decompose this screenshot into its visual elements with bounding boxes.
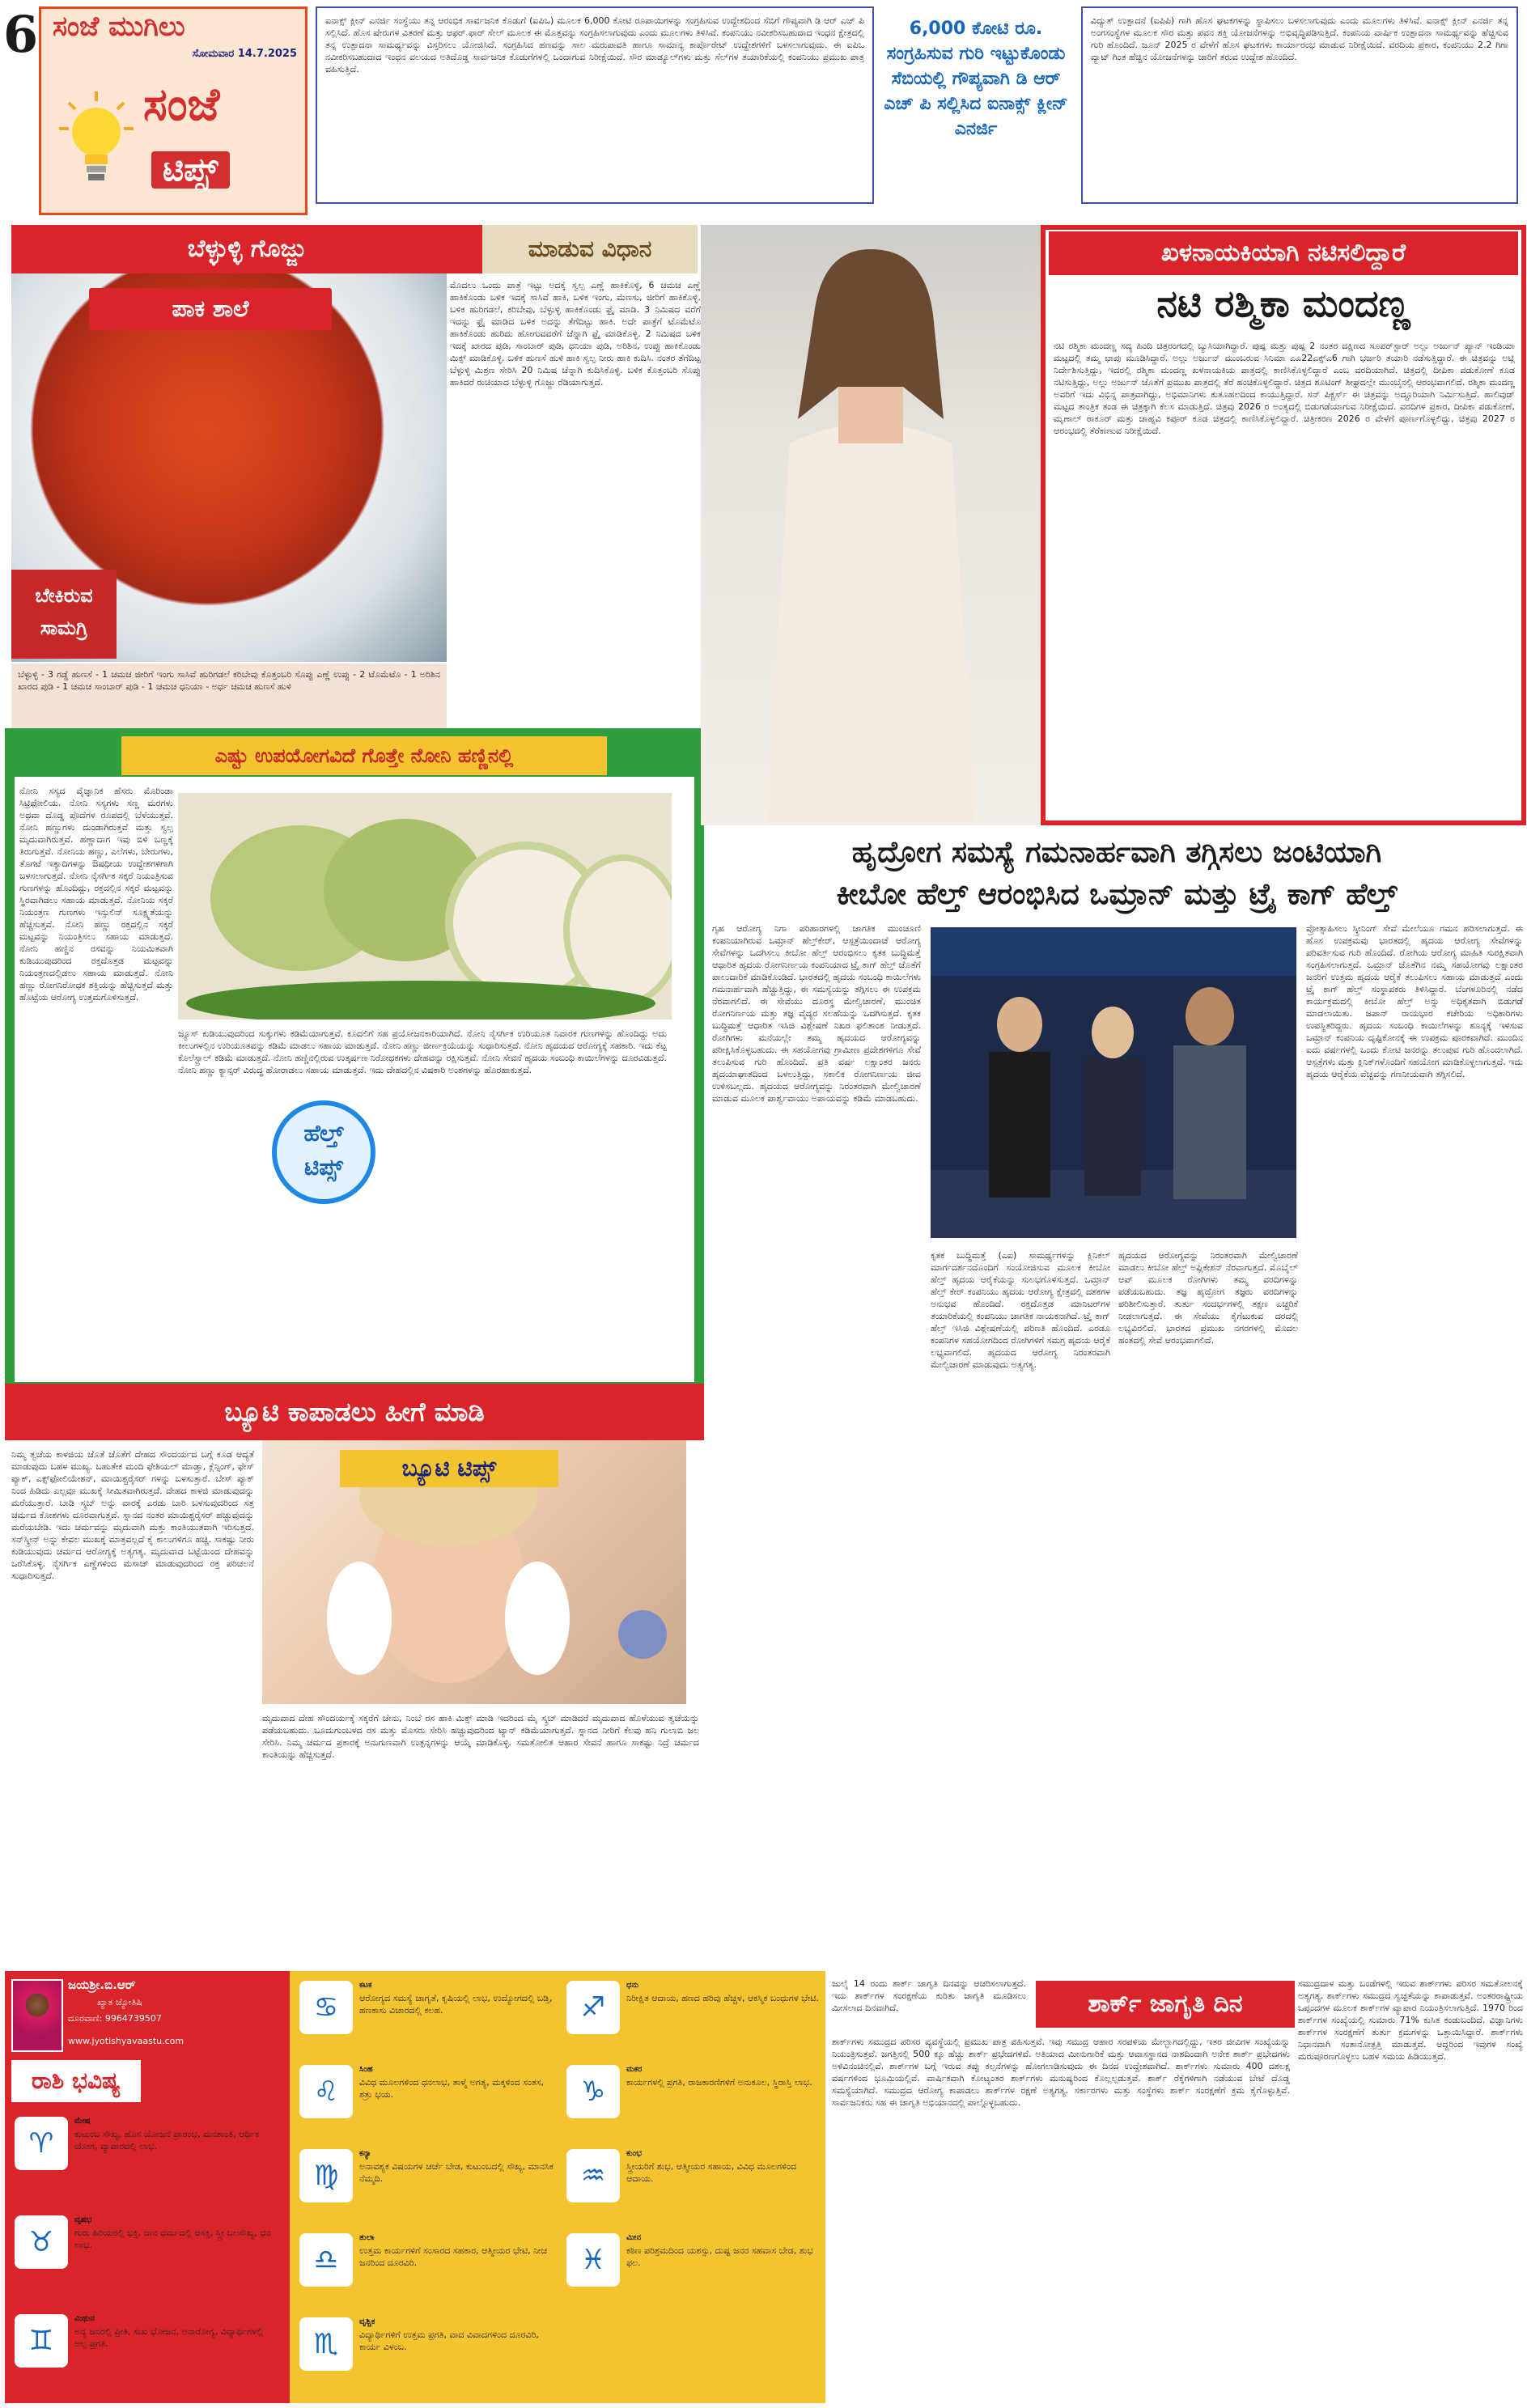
recipe-method-text: ಮೊದಲು ಒಂದು ಪಾತ್ರೆ ಇಟ್ಟು ಅದಕ್ಕೆ ಸ್ವಲ್ಪ ಎಣ್ಣೆ ಹಾಕಿಕೊಳ್ಳಿ, 6 ಚಮಚ ಎಣ್ಣೆ ಹಾಕಿಕೊಂಡು ಬಳಿಕ ಇದಕ್ಕೆ ಸಾಸಿವೆ ಹಾಕಿ, ಬಳಿಕ ಇಂಗು, ಮೆಣಸು, ಜೀರಿಗೆ ಹಾಕಿಕೊಳ್ಳಿ. ಬಳಿಕ ಹುರಿಗಡಲೆ, ಕರಿಬೇವು, ಬೆಳ್ಳುಳ್ಳಿ ಹಾಕಿಕೊಂಡು ಫ್ರೈ ಮಾಡಿ. 3 ನಿಮಿಷದ ವರೆಗೆ ಇದನ್ನು ಫ್ರೈ ಮಾಡಿದ ಬಳಿಕ ಅದನ್ನು ತೆಗೆದಿಟ್ಟು ಹಾಕಿ. ಅದೇ ಪಾತ್ರೆಗೆ ಟೊಮೆಟೊ ಹಾಕಿಕೊಂಡು ಹುರಿದು ಹೋಗುವವರೆಗೆ ಚೆನ್ನಾಗಿ ಫ್ರೈ ಮಾಡಿಕೊಳ್ಳಿ. 2 ನಿಮಿಷದ ಬಳಿಕ ಇದಕ್ಕೆ ಖಾರದ ಪುಡಿ, ಸಾಂಬಾರ್ ಪುಡಿ, ಧನಿಯಾ ಪುಡಿ, ಅರಿಶಿನ, ಉಪ್ಪು ಹಾಕಿಕೊಂಡು ಮಿಕ್ಸ್ ಮಾಡಿಕೊಳ್ಳಿ. ಬಳಿಕ ಹುಣಸೆ ಹುಳಿ ಹಾಕಿ ಸ್ವಲ್ಪ ನೀರು ಹಾಕಿ ಕುದಿಸಿ. ನಂತರ ತೆಗೆದಿಟ್ಟ ಬೆಳ್ಳುಳ್ಳಿ ಮಿಶ್ರಣ ಸೇರಿಸಿ 20 ನಿಮಿಷ ಚೆನ್ನಾಗಿ ಕುದಿಸಿಕೊಳ್ಳಿ. ಬಳಿಕ ಕೊತ್ತಂಬರಿ ಸೊಪ್ಪು ಹಾಕಿದರೆ ರುಚಿಯಾದ ಬೆಳ್ಳುಳ್ಳಿ ಗೊಜ್ಜು ರೆಡಿಯಾಗುತ್ತದೆ. [450, 280, 701, 388]
zodiac-symbol-icon: ♍ [299, 2149, 353, 2202]
zodiac-name: ಸಿಂಹ [359, 2065, 373, 2074]
shark-article-right: ಸಮುದ್ರದಾಳ ಮತ್ತು ಬಂಡೆಗಳಲ್ಲಿ ಇರುವ ಶಾರ್ಕ್‌ಗಳು ಪರಿಸರ ಸಮತೋಲನಕ್ಕೆ ಅತ್ಯಗತ್ಯ. ಶಾರ್ಕ್‌ಗಳು ಸಮುದ್ರದ ಸ್ವಚ್ಛತೆಯನ್ನು ಕಾಪಾಡುತ್ತವೆ. ಅಂತರರಾಷ್ಟ್ರೀಯ ಒಪ್ಪಂದಗಳ ಮೂಲಕ ಶಾರ್ಕ್‌ಗಳ ವ್ಯಾಪಾರ ನಿಯಂತ್ರಿಸಲಾಗುತ್ತಿದೆ. 1970 ರಿಂದ ಶಾರ್ಕ್‌ಗಳ ಸಂಖ್ಯೆಯಲ್ಲಿ ಸುಮಾರು 71% ಕುಸಿತ ಕಂಡುಬಂದಿದೆ. ವಿಜ್ಞಾನಿಗಳು ಶಾರ್ಕ್‌ಗಳ ಸಂರಕ್ಷಣೆಗೆ ತುರ್ತು ಕ್ರಮಗಳನ್ನು ಒತ್ತಾಯಿಸಿದ್ದಾರೆ. ಶಾರ್ಕ್‌ಗಳು ನಿಧಾನವಾಗಿ ಸಂತಾನೋತ್ಪತ್ತಿ ಮಾಡುತ್ತವೆ. ಆದ್ದರಿಂದ ಇವುಗಳ ಸಂಖ್ಯೆ ಮರುಪೂರಣಗೊಳ್ಳಲು ಬಹಳ ಸಮಯ ಹಿಡಿಯುತ್ತದೆ. [1298, 1978, 1523, 2062]
zodiac-prediction: ವಿವಿಧ ಮೂಲಗಳಿಂದ ಧನಲಾಭ, ತಾಳ್ಮೆ ಅಗತ್ಯ, ಮಕ್ಕಳಿಂದ ಸಂತಸ, ಶತ್ರು ಭಯ. [359, 2077, 545, 2100]
actress-headline-2: ನಟಿ ರಶ್ಮಿಕಾ ಮಂದಣ್ಣ [1156, 282, 1410, 325]
zodiac-name: ಧನು [626, 1981, 639, 1990]
zodiac-prediction: ಕುಟುಂಬ ಸೌಖ್ಯ, ಹೊಸ ಯೋಜನೆ ಪ್ರಾರಂಭ, ಮನಶಾಂತಿ, ಆರ್ಥಿಕ ಯೋಗ, ವ್ಯಾಪಾರದಲ್ಲಿ ಲಾಭ. [74, 2129, 260, 2152]
zodiac-prediction: ಅನಾವಶ್ಯಕ ವಿಷಯಗಳ ಚರ್ಚೆ ಬೇಡ, ಕುಟುಂಬದಲ್ಲಿ ಸೌಖ್ಯ, ಮಾನಸಿಕ ನೆಮ್ಮದಿ. [359, 2161, 554, 2184]
actress-article-text: ನಟಿ ರಶ್ಮಿಕಾ ಮಂದಣ್ಣ ಸದ್ಯ ಹಿಂದಿ ಚಿತ್ರರಂಗದಲ್ಲಿ ಬ್ಯುಸಿಯಾಗಿದ್ದಾರೆ. ಪುಷ್ಪ ಮತ್ತು ಪುಷ್ಪ 2 ನಂತರ ದಕ್ಷಿಣದ ಸೂಪರ್‌ಸ್ಟಾರ್ ಅಲ್ಲು ಅರ್ಜುನ್ ಪ್ಯಾನ್ ಇಂಡಿಯಾ ಮಟ್ಟದಲ್ಲಿ ತಮ್ಮ ಛಾಪು ಮೂಡಿಸಿದ್ದಾರೆ. ಅಲ್ಲು ಅರ್ಜುನ್ ಮುಂಬರುವ ಸಿನಿಮಾ ಎಎ22ಎಕ್ಸ್‌ಎ6 ಗಾಗಿ ಭರ್ಜರಿ ತಯಾರಿ ನಡೆಸುತ್ತಿದ್ದಾರೆ. ಈ ಚಿತ್ರವನ್ನು ಅಟ್ಲಿ ನಿರ್ದೇಶಿಸುತ್ತಿದ್ದು, ಇದರಲ್ಲಿ ರಶ್ಮಿಕಾ ಮಂದಣ್ಣ ಖಳನಾಯಕಿಯ ಪಾತ್ರದಲ್ಲಿ ಕಾಣಿಸಿಕೊಳ್ಳಲಿದ್ದಾರೆ ಎಂಬ ವರದಿಯಾಗಿದೆ. ಚಿತ್ರದಲ್ಲಿ ದೀಪಿಕಾ ಪಡುಕೋಣೆ ಕೂಡ ನಟಿಸುತ್ತಿದ್ದು, ಅಲ್ಲು ಅರ್ಜುನ್ ಜೊತೆಗೆ ಪ್ರಮುಖ ಪಾತ್ರದಲ್ಲಿ ತೆರೆ ಹಂಚಿಕೊಳ್ಳಲಿದ್ದಾರೆ. ಚಿತ್ರದ ಶೂಟಿಂಗ್ ಶೀಘ್ರದಲ್ಲೇ ಮುಂಬೈನಲ್ಲಿ ಆರಂಭವಾಗಲಿದೆ. ರಶ್ಮಿಕಾ ಮಂದಣ್ಣ ಅವರಿಗೆ ಇದು ವಿಭಿನ್ನ ಪಾತ್ರವಾಗಿದ್ದು, ಅಭಿಮಾನಿಗಳು ಕುತೂಹಲದಿಂದ ಕಾಯುತ್ತಿದ್ದಾರೆ. ಸನ್ ಪಿಕ್ಚರ್ಸ್ ಈ ಚಿತ್ರವನ್ನು ಅದ್ದೂರಿಯಾಗಿ ನಿರ್ಮಿಸುತ್ತಿದೆ. ಹಾಲಿವುಡ್ ಮಟ್ಟದ ತಾಂತ್ರಿಕ ತಂಡ ಈ ಚಿತ್ರಕ್ಕಾಗಿ ಕೆಲಸ ಮಾಡುತ್ತಿದೆ. ಚಿತ್ರವು 2026 ರ ಅಂತ್ಯದಲ್ಲಿ ಬಿಡುಗಡೆಯಾಗುವ ನಿರೀಕ್ಷೆಯಿದೆ. ವರದಿಗಳ ಪ್ರಕಾರ, ದೀಪಿಕಾ ಪಡುಕೋಣೆ, ಮೃಣಾಲ್ ಠಾಕೂರ್ ಮತ್ತು ಜಾಹ್ನವಿ ಕಪೂರ್ ಕೂಡ ಚಿತ್ರದಲ್ಲಿ ಕಾಣಿಸಿಕೊಳ್ಳಲಿದ್ದಾರೆ. ಚಿತ್ರೀಕರಣ 2026 ರ ವೇಳೆಗೆ ಪೂರ್ಣಗೊಳ್ಳಲಿದ್ದು, ಚಿತ್ರವು 2027 ರ ಆರಂಭದಲ್ಲಿ ತೆರೆಕಾಣುವ ನಿರೀಕ್ಷೆಯಿದೆ. [1054, 341, 1515, 436]
beauty-text-bottom: ಮೃದುವಾದ ದೇಹ ಸೌಂದರ್ಯಕ್ಕೆ ಸಕ್ಕರೆಗೆ ಜೇನು, ನಿಂಬೆ ರಸ ಹಾಕಿ ಮಿಕ್ಸ್ ಮಾಡಿ ಇದರಿಂದ ಮೈ ಸ್ಕ್ರಬ್ ಮಾಡಿದರೆ ಮೃದುವಾದ ಹೊಳೆಯುವ ತ್ವಚೆಯನ್ನು ಪಡೆಯಬಹುದು. ಬೂದುಗುಂಬಳದ ರಸ ಮತ್ತು ಮೊಸರು ಸೇರಿಸಿ ಹಚ್ಚುವುದರಿಂದ ಟ್ಯಾನ್ ಕಡಿಮೆಯಾಗುತ್ತದೆ. ಸ್ನಾನದ ನೀರಿಗೆ ಕೆಲವು ಹನಿ ಗುಲಾಬಿ ಜಲ ಸೇರಿಸಿ. ನಿಮ್ಮ ಚರ್ಮದ ಪ್ರಕಾರಕ್ಕೆ ಅನುಗುಣವಾಗಿ ಉತ್ಪನ್ನಗಳನ್ನು ಆಯ್ಕೆ ಮಾಡಿಕೊಳ್ಳಿ. ಸಮತೋಲಿತ ಆಹಾರ ಸೇವನೆ ಹಾಗೂ ಸಾಕಷ್ಟು ನಿದ್ರೆ ಚರ್ಮದ ಕಾಂತಿಯನ್ನು ಹೆಚ್ಚಿಸುತ್ತದೆ. [262, 1713, 699, 1760]
zodiac-name: ಮೀನ [626, 2233, 641, 2242]
noni-text-right: ಜ್ಯೂಸ್ ಕುಡಿಯುವುದರಿಂದ ಸುಕ್ಕುಗಳು ಕಡಿಮೆಯಾಗುತ್ತವೆ. ಕೂದಲಿಗೆ ಸಹ ಪ್ರಯೋಜನಕಾರಿಯಾಗಿದೆ. ನೋನಿ ನೈಸರ್ಗಿಕ ಉರಿಯೂತ ನಿವಾರಕ ಗುಣಗಳನ್ನು ಹೊಂದಿದ್ದು ಅದು ಕೀಲುಗಳಲ್ಲಿನ ಉರಿಯೂತವನ್ನು ಕಡಿಮೆ ಮಾಡಲು ಸಹಾಯ ಮಾಡುತ್ತದೆ. ನೋನಿ ಹಣ್ಣು ಜೀರ್ಣಕ್ರಿಯೆಯನ್ನು ಸುಧಾರಿಸುತ್ತದೆ. ನೋನಿ ಹೃದಯದ ಆರೋಗ್ಯಕ್ಕೆ ಸಹಕಾರಿ. ಇದು ಕೆಟ್ಟ ಕೊಲೆಸ್ಟ್ರಾಲ್ ಕಡಿಮೆ ಮಾಡುತ್ತದೆ. ನೋನಿ ಹಣ್ಣಿನಲ್ಲಿರುವ ಉತ್ಕರ್ಷಣ ನಿರೋಧಕಗಳು ದೇಹವನ್ನು ರಕ್ಷಿಸುತ್ತವೆ. ನೋನಿ ಸೇವನೆ ಹೃದಯ ಸಂಬಂಧಿ ಕಾಯಿಲೆಗಳನ್ನು ದೂರವಿಡುತ್ತದೆ. ನೋನಿ ಹಣ್ಣು ಕ್ಯಾನ್ಸರ್ ವಿರುದ್ಧ ಹೋರಾಡಲು ಸಹಾಯ ಮಾಡುತ್ತದೆ. ಇದು ದೇಹದಲ್ಲಿನ ವಿಷಕಾರಿ ಅಂಶಗಳನ್ನು ಹೊರಹಾಕುತ್ತದೆ. [178, 1028, 667, 1075]
zodiac-sign-5 [296, 2062, 557, 2143]
actress-headline-1: ಖಳನಾಯಕಿಯಾಗಿ ನಟಿಸಲಿದ್ದಾರೆ [1049, 231, 1518, 275]
zodiac-name: ಕಟಕ [359, 1981, 372, 1990]
kitchen-label: ಪಾಕ ಶಾಲೆ [89, 288, 332, 330]
zodiac-prediction: ಉತ್ತಮ ಕಾರ್ಯಗಳಿಗೆ ಸಂಸಾರದ ಸಹಕಾರ, ಆತ್ಮೀಯರ ಭೇಟಿ, ನೀಚ ಜನರಿಂದ ದೂರವಿರಿ. [359, 2245, 547, 2268]
horoscope-title: ರಾಶಿ ಭವಿಷ್ಯ [11, 2060, 141, 2102]
zodiac-prediction: ಆರೋಗ್ಯದ ಸಮಸ್ಯೆ ಜಾಗೃತೆ, ಕೃಷಿಯಲ್ಲಿ ಲಾಭ, ಉದ್ಯೋಗದಲ್ಲಿ ಬಡ್ತಿ, ಹಣಕಾಸು ವಿಚಾರದಲ್ಲಿ ಕಲಹ. [359, 1993, 553, 2016]
shark-article-body: ಶಾರ್ಕ್‌ಗಳು ಸಮುದ್ರದ ಪರಿಸರ ವ್ಯವಸ್ಥೆಯಲ್ಲಿ ಪ್ರಮುಖ ಪಾತ್ರ ವಹಿಸುತ್ತವೆ. ಇವು ಸಮುದ್ರ ಆಹಾರ ಸರಪಳಿಯ ಮೇಲ್ಭಾಗದಲ್ಲಿದ್ದು, ಇತರ ಜೀವಿಗಳ ಸಂಖ್ಯೆಯನ್ನು ನಿಯಂತ್ರಿಸುತ್ತವೆ. ಜಗತ್ತಿನಲ್ಲಿ 500 ಕ್ಕೂ ಹೆಚ್ಚು ಶಾರ್ಕ್ ಪ್ರಭೇದಗಳಿವೆ. ಅತಿಯಾದ ಮೀನುಗಾರಿಕೆ ಮತ್ತು ಆವಾಸಸ್ಥಾನದ ನಾಶದಿಂದಾಗಿ ಅನೇಕ ಶಾರ್ಕ್ ಪ್ರಭೇದಗಳು ಅಳಿವಿನಂಚಿನಲ್ಲಿವೆ. ಶಾರ್ಕ್‌ಗಳ ಬಗ್ಗೆ ಇರುವ ತಪ್ಪು ಕಲ್ಪನೆಗಳನ್ನು ಹೋಗಲಾಡಿಸುವುದು ಈ ದಿನದ ಉದ್ದೇಶವಾಗಿದೆ. ಶಾರ್ಕ್‌ಗಳು ಸುಮಾರು 400 ದಶಲಕ್ಷ ವರ್ಷಗಳಿಂದ ಭೂಮಿಯಲ್ಲಿವೆ. ವಾರ್ಷಿಕವಾಗಿ ಕೋಟ್ಯಂತರ ಶಾರ್ಕ್‌ಗಳು ಮನುಷ್ಯರಿಂದ ಕೊಲ್ಲಲ್ಪಡುತ್ತವೆ. ಶಾರ್ಕ್ ರೆಕ್ಕೆಗಳಿಗಾಗಿ ನಡೆಯುವ ಬೇಟೆ ದೊಡ್ಡ ಸಮಸ್ಯೆಯಾಗಿದೆ. ಸಮುದ್ರದ ಆರೋಗ್ಯ ಕಾಪಾಡಲು ಶಾರ್ಕ್‌ಗಳ ರಕ್ಷಣೆ ಅತ್ಯಗತ್ಯ. ಸರ್ಕಾರಗಳು ಮತ್ತು ಸಂಸ್ಥೆಗಳು ಶಾರ್ಕ್ ಸಂರಕ್ಷಣೆಗೆ ಕ್ರಮ ಕೈಗೊಳ್ಳುತ್ತಿವೆ. ಸಾರ್ವಜನಿಕರು ಸಹ ಈ ಜಾಗೃತಿ ಅಭಿಯಾನದಲ್ಲಿ ಪಾಲ್ಗೊಳ್ಳಬಹುದು. [832, 2037, 1290, 2108]
zodiac-symbol-icon: ♑ [566, 2065, 620, 2118]
noni-text-left: ನೋನಿ ಸಸ್ಯದ ವೈಜ್ಞಾನಿಕ ಹೆಸರು ಮೊರಿಂಡಾ ಸಿಟ್ರಿಫೋಲಿಯ. ನೋನಿ ಸಸ್ಯಗಳು ಸಣ್ಣ ಮರಗಳು ಅಥವಾ ದೊಡ್ಡ ಪೊದೆಗಳ ರೂಪದಲ್ಲಿ ಬೆಳೆಯುತ್ತವೆ. ನೋನಿ ಹಣ್ಣುಗಳು ದುಂಡಾಗಿರುತ್ತವೆ ಮತ್ತು ಸ್ವಲ್ಪ ಮೃದುವಾಗಿರುತ್ತವೆ. ಹಣ್ಣಾದಾಗ ಇವು ಬಿಳಿ ಬಣ್ಣಕ್ಕೆ ತಿರುಗುತ್ತವೆ. ನೋನಿಯ ಹಣ್ಣು, ಎಲೆಗಳು, ಬೇರುಗಳು, ತೊಗಟೆ ಇತ್ಯಾದಿಗಳನ್ನು ಔಷಧೀಯ ಉದ್ದೇಶಗಳಿಗಾಗಿ ಬಳಸಲಾಗುತ್ತದೆ. ನೋನಿ ನೈಸರ್ಗಿಕ ಸಕ್ಕರೆ ನಿಯಂತ್ರಿಸುವ ಗುಣಗಳನ್ನು ಹೊಂದಿದ್ದು, ರಕ್ತದಲ್ಲಿನ ಸಕ್ಕರೆ ಮಟ್ಟವನ್ನು ಸ್ಥಿರವಾಗಿಡಲು ಸಹಾಯ ಮಾಡುತ್ತದೆ. ನೋನಿಯ ಸಕ್ಕರೆ ನಿಯಂತ್ರಣ ಗುಣಗಳು ಇನ್ಸುಲಿನ್ ಸೂಕ್ಷ್ಮತೆಯನ್ನು ಹೆಚ್ಚಿಸುತ್ತವೆ. ನೋನಿ ಹಣ್ಣು ರಕ್ತದಲ್ಲಿನ ಸಕ್ಕರೆ ಮಟ್ಟವನ್ನು ನಿಯಂತ್ರಿಸಲು ಸಹಾಯ ಮಾಡುತ್ತದೆ. ನೋನಿ ಹಣ್ಣಿನ ರಸವನ್ನು ನಿಯಮಿತವಾಗಿ ಕುಡಿಯುವುದರಿಂದ ರಕ್ತದೊತ್ತಡ ಮಟ್ಟವನ್ನು ನಿಯಂತ್ರಣದಲ್ಲಿಡಲು ಸಹಾಯ ಮಾಡುತ್ತದೆ. ನೋನಿ ಹಣ್ಣು ರೋಗನಿರೋಧಕ ಶಕ್ತಿಯನ್ನು ಹೆಚ್ಚಿಸುತ್ತದೆ ಮತ್ತು ಹೊಟ್ಟೆಯ ಆರೋಗ್ಯ ಉತ್ತಮಗೊಳಿಸುತ್ತದೆ. [19, 786, 173, 1003]
zodiac-symbol-icon: ♈ [15, 2117, 68, 2170]
heart-headline-1: ಹೃದ್ರೋಗ ಸಮಸ್ಯೆ ಗಮನಾರ್ಹವಾಗಿ ತಗ್ಗಿಸಲು ಜಂಟಿಯಾಗಿ [851, 836, 1382, 869]
section-title-line2: ಟಿಪ್ಸ್ [151, 151, 230, 189]
zodiac-symbol-icon: ♐ [566, 1981, 620, 2034]
page-number: 6 [3, 5, 39, 64]
zodiac-sign-2 [11, 2212, 278, 2306]
heart-article-col4: ಪ್ರೋತ್ಸಾಹಿಸಲು ಸ್ಕ್ರೀನಿಂಗ್ ಸೇವೆ ಮೇಲೆಯೂ ಗಮನ ಹರಿಸಲಾಗುತ್ತದೆ. ಈ ಹೊಸ ಉಪಕ್ರಮವು ಭಾರತದಲ್ಲಿ ಹೃದಯ ಆರೋಗ್ಯ ಸೇವೆಗಳನ್ನು ಪರಿವರ್ತಿಸುವ ಗುರಿ ಹೊಂದಿದೆ. ರೋಗಿಯ ಆರೋಗ್ಯ ಮಾಹಿತಿ ಸುರಕ್ಷಿತವಾಗಿ ಸಂಗ್ರಹಿಸಲಾಗುತ್ತದೆ. ಒಮ್ರಾನ್ ಜೊತೆಗಿನ ನಮ್ಮ ಸಹಯೋಗವು ಲಕ್ಷಾಂತರ ಜನರಿಗೆ ಉತ್ತಮ ಹೃದಯ ಆರೈಕೆ ತಲುಪಿಸಲು ಸಹಾಯ ಮಾಡುತ್ತದೆ ಎಂದು ಟ್ರೈ ಕಾಗ್ ಹೆಲ್ತ್ ಸಂಸ್ಥಾಪಕರು ತಿಳಿಸಿದ್ದಾರೆ. ಬೆಂಗಳೂರಿನಲ್ಲಿ ನಡೆದ ಕಾರ್ಯಕ್ರಮದಲ್ಲಿ ಕೀಬೋ ಹೆಲ್ತ್ ಅನ್ನು ಅಧಿಕೃತವಾಗಿ ಬಿಡುಗಡೆ ಮಾಡಲಾಯಿತು. ಜಪಾನ್ ರಾಯಭಾರ ಕಚೇರಿಯ ಅಧಿಕಾರಿಗಳು ಉಪಸ್ಥಿತರಿದ್ದರು. ಹೃದಯ ಸಂಬಂಧಿ ಕಾಯಿಲೆಗಳನ್ನು ಶೂನ್ಯಕ್ಕೆ ಇಳಿಸುವ ಒಮ್ರಾನ್ ಕಂಪನಿಯ ದೃಷ್ಟಿಕೋನಕ್ಕೆ ಈ ಉಪಕ್ರಮ ಪೂರಕವಾಗಿದೆ. ಮುಂದಿನ ಐದು ವರ್ಷಗಳಲ್ಲಿ ಒಂದು ಕೋಟಿ ಜನರನ್ನು ತಲುಪುವ ಗುರಿ ಹೊಂದಲಾಗಿದೆ. ಆಸ್ಪತ್ರೆಗಳು ಮತ್ತು ಕ್ಲಿನಿಕ್‌ಗಳೊಂದಿಗೆ ಸಹಯೋಗ ಮಾಡಿಕೊಳ್ಳಲಾಗುತ್ತದೆ. ಇದು ಹೃದಯ ಆರೈಕೆಯ ವೆಚ್ಚವನ್ನು ಗಣನೀಯವಾಗಿ ತಗ್ಗಿಸಲಿದೆ. [1306, 923, 1523, 1079]
zodiac-name: ಮಕರ [626, 2065, 643, 2074]
astrologer-role: ಖ್ಯಾತ ಜ್ಯೋತಿಷಿ [97, 1997, 142, 2007]
beauty-title: ಬ್ಯೂಟಿ ಕಾಪಾಡಲು ಹೀಗೆ ಮಾಡಿ [5, 1384, 704, 1440]
ipo-article-left: ಐನಾಕ್ಸ್ ಕ್ಲೀನ್ ಎನರ್ಜಿ ಸಂಸ್ಥೆಯು ತನ್ನ ಆರಂಭಿಕ ಸಾರ್ವಜನಿಕ ಕೊಡುಗೆ (ಐಪಿಒ) ಮೂಲಕ 6,000 ಕೋಟಿ ರೂಪಾಯಿಗಳನ್ನು ಸಂಗ್ರಹಿಸುವ ಉದ್ದೇಶದಿಂದ ಸೆಬಿಗೆ ಗೌಪ್ಯವಾಗಿ ಡಿ ಆರ್ ಎಚ್ ಪಿ ಸಲ್ಲಿಸಿದೆ. ಹೊಸ ಷೇರುಗಳ ವಿತರಣೆ ಮತ್ತು ಆಫರ್ ಫಾರ್ ಸೇಲ್ ಮೂಲಕ ಈ ಮೊತ್ತವನ್ನು ಸಂಗ್ರಹಿಸಲಾಗುವುದು ಎಂದು ಮೂಲಗಳು ತಿಳಿಸಿವೆ. ಕಂಪನಿಯು ನವೀಕರಿಸಬಹುದಾದ ಇಂಧನ ಕ್ಷೇತ್ರದಲ್ಲಿ ತನ್ನ ಉತ್ಪಾದನಾ ಸಾಮರ್ಥ್ಯವನ್ನು ವಿಸ್ತರಿಸಲು ಯೋಜಿಸಿದೆ. ಸಂಗ್ರಹಿಸಿದ ಹಣವನ್ನು ಸಾಲ ಮರುಪಾವತಿ ಹಾಗೂ ಸಾಮಾನ್ಯ ಕಾರ್ಪೊರೇಟ್ ಉದ್ದೇಶಗಳಿಗೆ ಬಳಸಲಾಗುವುದು. ಈ ಐಪಿಒ ನವೀಕರಿಸಬಹುದಾದ ಇಂಧನ ವಲಯದ ಅತಿದೊಡ್ಡ ಸಾರ್ವಜನಿಕ ಕೊಡುಗೆಗಳಲ್ಲಿ ಒಂದಾಗುವ ನಿರೀಕ್ಷೆಯಿದೆ. ಸೌರ ಮಾಡ್ಯೂಲ್‌ಗಳು ಮತ್ತು ಸೆಲ್‌ಗಳ ತಯಾರಿಕೆಯಲ್ಲಿ ಕಂಪನಿಯು ಪ್ರಮುಖ ಪಾತ್ರ ವಹಿಸುತ್ತಿದೆ. [316, 6, 874, 204]
zodiac-prediction: ನಿರೀಕ್ಷಿತ ಆದಾಯ, ಹಣದ ಹರಿವು ಹೆಚ್ಚಳ, ಆಕಸ್ಮಿಕ ಬಂಧುಗಳ ಭೇಟಿ. [626, 1993, 819, 2003]
noni-fruit-photo [178, 793, 672, 1020]
zodiac-symbol-icon: ♎ [299, 2233, 353, 2287]
zodiac-prediction: ಕಠಿಣ ಪರಿಶ್ರಮದಿಂದ ಯಶಸ್ಸು, ದುಷ್ಟ ಜನರ ಸಹವಾಸ ಬೇಡ, ಶುಭ ಫಲ. [626, 2245, 813, 2268]
astrologer-avatar [11, 1979, 63, 2052]
ipo-article-right: ವಿದ್ಯುತ್ ಉತ್ಪಾದನೆ (ಐಪಿಪಿ) ಗಾಗಿ ಹೊಸ ಘಟಕಗಳನ್ನು ಸ್ಥಾಪಿಸಲು ಬಳಸಲಾಗುವುದು ಎಂದು ಮೂಲಗಳು ತಿಳಿಸಿವೆ. ಐನಾಕ್ಸ್ ಕ್ಲೀನ್ ಎನರ್ಜಿ ತನ್ನ ಅಂಗಸಂಸ್ಥೆಗಳ ಮೂಲಕ ಸೌರ ಮತ್ತು ಪವನ ಶಕ್ತಿ ಯೋಜನೆಗಳನ್ನು ಅಭಿವೃದ್ಧಿಪಡಿಸುತ್ತಿದೆ. ಕಂಪನಿಯ ವಾರ್ಷಿಕ ಉತ್ಪಾದನಾ ಸಾಮರ್ಥ್ಯವನ್ನು ಹೆಚ್ಚಿಸುವ ಗುರಿ ಹೊಂದಿದೆ. ಜೂನ್ 2025 ರ ವೇಳೆಗೆ ಹೊಸ ಘಟಕಗಳು ಕಾರ್ಯಾರಂಭ ಮಾಡುವ ನಿರೀಕ್ಷೆಯಿದೆ. ವರದಿಯ ಪ್ರಕಾರ, ಕಂಪನಿಯು 2.2 ಗಿಗಾ ವ್ಯಾಟ್ ಗಿಂತ ಹೆಚ್ಚಿನ ಯೋಜನೆಗಳನ್ನು ಜಾರಿಗೆ ತರುವ ಉದ್ದೇಶ ಹೊಂದಿದೆ. [1081, 6, 1518, 204]
issue-date: ಸೋಮವಾರ 14.7.2025 [192, 48, 297, 60]
shark-title: ಶಾರ್ಕ್ ಜಾಗೃತಿ ದಿನ [1036, 1981, 1295, 2028]
heart-headline-2: ಕೀಬೋ ಹೆಲ್ತ್ ಆರಂಭಿಸಿದ ಒಮ್ರಾನ್ ಮತ್ತು ಟ್ರೈ ಕಾಗ್ ಹೆಲ್ತ್ [836, 878, 1398, 911]
zodiac-symbol-icon: ♋ [299, 1981, 353, 2034]
zodiac-sign-4 [296, 1978, 557, 2058]
zodiac-prediction: ಸ್ತ್ರೀಯರಿಗೆ ಶುಭ, ಆತ್ಮೀಯರ ಸಹಾಯ, ವಿವಿಧ ಮೂಲಗಳಿಂದ ಆದಾಯ. [626, 2161, 797, 2184]
paper-name: ಸಂಜೆ ಮುಗಿಲು [53, 11, 185, 43]
heart-launch-photo [931, 927, 1296, 1238]
zodiac-sign-8 [296, 2314, 557, 2395]
ingredients-list: ಬೆಳ್ಳುಳ್ಳಿ - 3 ಗಡ್ಡೆ ಹುಣಸೆ - 1 ಚಮಚ ಜೀರಿಗೆ ಇಂಗು ಸಾಸಿವೆ ಹುರಿಗಡಲೆ ಕರಿಬೇವು ಕೊತ್ತಂಬರಿ ಸೊಪ್ಪು ಎಣ್ಣೆ ಉಪ್ಪು - 2 ಟೊಮೆಟೊ - 1 ಅರಿಶಿನ ಖಾರದ ಪುಡಿ - 1 ಚಮಚ ಸಾಂಬಾರ್ ಪುಡಿ - 1 ಚಮಚ ಧನಿಯಾ - ಅರ್ಧ ಚಮಚ ಹುಣಸೆ ಹುಳಿ [11, 663, 447, 728]
lightbulb-icon [57, 90, 135, 187]
zodiac-prediction: ಅನ್ಯ ಜನರಲ್ಲಿ ಪ್ರೀತಿ, ಸುಖ ಭೋಜನ, ಅನಾರೋಗ್ಯ, ವಿದ್ಯಾರ್ಥಿಗಳಲ್ಲಿ ಅಲ್ಪ ಪ್ರಗತಿ. [74, 2326, 264, 2349]
noni-title: ಎಷ್ಟು ಉಪಯೋಗವಿದೆ ಗೊತ್ತೇ ನೋನಿ ಹಣ್ಣಿನಲ್ಲಿ [121, 736, 607, 775]
heart-article-col3: ಹೃದಯದ ಆರೋಗ್ಯವನ್ನು ನಿರಂತರವಾಗಿ ಮೇಲ್ವಿಚಾರಣೆ ಮಾಡಲು ಕೀಬೋ ಹೆಲ್ತ್ ಅಪ್ಲಿಕೇಶನ್ ನೆರವಾಗುತ್ತದೆ. ಮೊಬೈಲ್ ಆಪ್ ಮೂಲಕ ರೋಗಿಗಳು ತಮ್ಮ ವರದಿಗಳನ್ನು ಪಡೆಯಬಹುದು. ತಜ್ಞ ಹೃದ್ರೋಗ ತಜ್ಞರು ವರದಿಗಳನ್ನು ಪರಿಶೀಲಿಸುತ್ತಾರೆ. ತುರ್ತು ಸಂದರ್ಭಗಳಲ್ಲಿ ತಕ್ಷಣ ಎಚ್ಚರಿಕೆ ನೀಡಲಾಗುತ್ತದೆ. ಈ ಸೇವೆಯು ಕೈಗೆಟುಕುವ ದರದಲ್ಲಿ ಲಭ್ಯವಿರಲಿದೆ. ಭಾರತದ ಪ್ರಮುಖ ನಗರಗಳಲ್ಲಿ ಮೊದಲ ಹಂತದಲ್ಲಿ ಸೇವೆ ಆರಂಭವಾಗಲಿದೆ. [1118, 1250, 1298, 1346]
beauty-tips-label: ಬ್ಯೂಟಿ ಟಿಪ್ಸ್ [340, 1450, 558, 1487]
zodiac-symbol-icon: ♒ [566, 2149, 620, 2202]
ipo-quote: 6,000 ಕೋಟಿ ರೂ. ಸಂಗ್ರಹಿಸುವ ಗುರಿ ಇಟ್ಟುಕೊಂಡು ಸೆಬಿಯಲ್ಲಿ ಗೌಪ್ಯವಾಗಿ ಡಿ ಆರ್ ಎಚ್ ಪಿ ಸಲ್ಲಿಸಿದ ಐನಾಕ್ಸ್ ಕ್ಲೀನ್ ಎನರ್ಜಿ [884, 19, 1068, 139]
section-title-line1: ಸಂಜೆ [143, 78, 220, 131]
zodiac-name: ಮೇಷ [74, 2117, 91, 2126]
astrologer-name: ಜಯಶ್ರೀ.ಬಿ.ಆರ್ [68, 1978, 136, 1992]
zodiac-sign-9 [563, 1978, 822, 2058]
zodiac-name: ಕನ್ಯಾ [359, 2149, 371, 2158]
zodiac-name: ಮಿಥುನ [74, 2314, 95, 2323]
zodiac-sign-7 [296, 2230, 557, 2311]
zodiac-name: ವೃಶ್ಚಿಕ [359, 2317, 375, 2326]
zodiac-symbol-icon: ♏ [299, 2317, 353, 2371]
health-badge-line1: ಹೆಲ್ತ್ [303, 1120, 344, 1147]
shark-article-intro: ಜುಲೈ 14 ರಂದು ಶಾರ್ಕ್ ಜಾಗೃತಿ ದಿನವನ್ನು ಆಚರಿಸಲಾಗುತ್ತದೆ. ಇದು ಶಾರ್ಕ್‌ಗಳ ಸಂರಕ್ಷಣೆಯ ಕುರಿತು ಜಾಗೃತಿ ಮೂಡಿಸಲು ಮೀಸಲಾದ ದಿನವಾಗಿದೆ. [832, 1978, 1026, 2013]
zodiac-symbol-icon: ♓ [566, 2233, 620, 2287]
ingredients-title: ಬೇಕಿರುವ ಸಾಮಗ್ರಿ [11, 570, 117, 659]
zodiac-prediction: ಗುರು ಹಿರಿಯರಲ್ಲಿ ಭಕ್ತಿ, ದಾನ ಧರ್ಮದಲ್ಲಿ ಆಸಕ್ತಿ, ಸ್ತ್ರೀ ಬಲಸೌಖ್ಯ, ಧನ ಲಾಭ. [74, 2228, 271, 2250]
recipe-title: ಬೆಳ್ಳುಳ್ಳಿ ಗೊಜ್ಜು [11, 225, 482, 273]
heart-article-col2: ಕೃತಕ ಬುದ್ಧಿಮತ್ತೆ (ಎಐ) ಸಾಮರ್ಥ್ಯಗಳನ್ನು ಕ್ಲಿನಿಕಲ್ ಮಾರ್ಗದರ್ಶನದೊಂದಿಗೆ ಸಂಯೋಜಿಸುವ ಮೂಲಕ ಕೀಬೋ ಹೆಲ್ತ್ ಹೃದಯ ಆರೈಕೆಯನ್ನು ಸುಲಭಗೊಳಿಸುತ್ತದೆ. ಒಮ್ರಾನ್ ಹೆಲ್ತ್ ಕೇರ್ ಕಂಪನಿಯು ಹೃದಯ ಆರೋಗ್ಯ ಕ್ಷೇತ್ರದಲ್ಲಿ ದಶಕಗಳ ಅನುಭವ ಹೊಂದಿದೆ. ರಕ್ತದೊತ್ತಡ ಮಾನಿಟರ್‌ಗಳ ತಯಾರಿಕೆಯಲ್ಲಿ ಕಂಪನಿಯು ಜಾಗತಿಕ ನಾಯಕನಾಗಿದೆ. ಟ್ರೈ ಕಾಗ್ ಹೆಲ್ತ್ ಇಸಿಜಿ ವಿಶ್ಲೇಷಣೆಯಲ್ಲಿ ಪರಿಣತಿ ಹೊಂದಿದೆ. ಎರಡೂ ಕಂಪನಿಗಳ ಸಹಯೋಗದಿಂದ ರೋಗಿಗಳಿಗೆ ಸಮಗ್ರ ಹೃದಯ ಆರೈಕೆ ಲಭ್ಯವಾಗಲಿದೆ. ಹೃದಯದ ಆರೋಗ್ಯ ನಿರಂತರವಾಗಿ ಮೇಲ್ವಿಚಾರಣೆ ಮಾಡುವುದು ಅತ್ಯಗತ್ಯ. [931, 1250, 1110, 1370]
heart-article-col1: ಗೃಹ ಆರೋಗ್ಯ ನಿಗಾ ಪರಿಹಾರಗಳಲ್ಲಿ ಜಾಗತಿಕ ಮುಂಚೂಣಿ ಕಂಪನಿಯಾಗಿರುವ ಒಮ್ರಾನ್ ಹೆಲ್ತ್‌ಕೇರ್, ಆಸ್ಪತ್ರೆಯಿಂದಾಚೆ ಆರೋಗ್ಯ ಸೇವೆಗಳನ್ನು ಒದಗಿಸಲು ಕೀಬೋ ಹೆಲ್ತ್ ಆರಂಭಿಸಲು ಕೃತಕ ಬುದ್ಧಿಮತ್ತೆ ಆಧಾರಿತ ಹೃದಯ ರೋಗನಿರ್ಣಯ ಕಂಪನಿಯಾದ ಟ್ರೈ ಕಾಗ್ ಹೆಲ್ತ್ ಜೊತೆಗೆ ಪಾಲುದಾರಿಕೆ ಮಾಡಿಕೊಂಡಿದೆ. ಭಾರತದಲ್ಲಿ ಹೃದಯ ಸಂಬಂಧಿ ಕಾಯಿಲೆಗಳು ಗಮನಾರ್ಹವಾಗಿ ಹೆಚ್ಚುತ್ತಿದ್ದು, ಈ ಸಮಸ್ಯೆಯನ್ನು ತಗ್ಗಿಸಲು ಈ ಉಪಕ್ರಮ ನೆರವಾಗಲಿದೆ. ಈ ಸೇವೆಯು ದೂರಸ್ಥ ಮೇಲ್ವಿಚಾರಣೆ, ಮುಂಚಿತ ರೋಗನಿರ್ಣಯ ಮತ್ತು ತಜ್ಞ ವೈದ್ಯರ ಸಲಹೆಯನ್ನು ಒದಗಿಸುತ್ತದೆ. ಕೃತಕ ಬುದ್ಧಿಮತ್ತೆ ಆಧಾರಿತ ಇಸಿಜಿ ವಿಶ್ಲೇಷಣೆ ನಿಖರ ಫಲಿತಾಂಶ ನೀಡುತ್ತದೆ. ರೋಗಿಗಳು ಮನೆಯಲ್ಲೇ ತಮ್ಮ ಹೃದಯದ ಆರೋಗ್ಯವನ್ನು ಪರೀಕ್ಷಿಸಿಕೊಳ್ಳಬಹುದು. ಈ ಸಹಯೋಗವು ಗ್ರಾಮೀಣ ಪ್ರದೇಶಗಳಿಗೂ ಸೇವೆ ತಲುಪಿಸುವ ಗುರಿ ಹೊಂದಿದೆ. ಪ್ರತಿ ವರ್ಷ ಲಕ್ಷಾಂತರ ಜನರು ಹೃದಯಾಘಾತದಿಂದ ಬಳಲುತ್ತಿದ್ದು, ಸಕಾಲಿಕ ರೋಗನಿರ್ಣಯ ಜೀವ ಉಳಿಸಬಲ್ಲದು. ಹೃದಯದ ಆರೋಗ್ಯವನ್ನು ನಿರಂತರವಾಗಿ ಮೇಲ್ವಿಚಾರಣೆ ಮಾಡುವ ಮೂಲಕ ಪಾರ್ಶ್ವವಾಯು ಅಪಾಯವನ್ನು ಕಡಿಮೆ ಮಾಡಬಹುದು. [712, 923, 921, 1104]
beauty-text-left: ನಿಮ್ಮ ತ್ವಚೆಯ ಕಾಳಜಿಯ ಜೊತೆ ಜೊತೆಗೆ ದೇಹದ ಸೌಂದರ್ಯದ ಬಗ್ಗೆ ಕೂಡ ಆದ್ಯತೆ ಮಾಡುವುದು ಬಹಳ ಮುಖ್ಯ. ಬಹುತೇಕ ಮಂದಿ ಫೇಶಿಯಲ್ ಮಾಡ್ತಾ, ಕ್ಲೆನ್ಸಿಂಗ್, ಫೇಸ್ ಪ್ಯಾಕ್, ಎಕ್ಸ್‌ಫೋಲಿಯೇಶನ್, ಮಾಯಿಶ್ಚರೈಸರ್ ಗಳನ್ನು ಬಳಸುತ್ತಾರೆ. ಬೇಸ್ ಪ್ಯಾಕ್ ನಿಂದ ಹಿಡಿದು ಎಲ್ಲವೂ ಮುಖಕ್ಕೆ ಸೀಮಿತವಾಗಿರುತ್ತದೆ. ದೇಹದ ಕಾಳಜಿ ಮಾಡುವುದನ್ನು ಮರೆಯುತ್ತಾರೆ. ಬಾಡಿ ಸ್ಕ್ರಬ್ ಅನ್ನು ವಾರಕ್ಕೆ ಎರಡು ಬಾರಿ ಬಳಸುವುದರಿಂದ ಸತ್ತ ಚರ್ಮದ ಕೋಶಗಳು ದೂರವಾಗುತ್ತವೆ. ಸ್ನಾನದ ನಂತರ ಮಾಯಿಶ್ಚರೈಸರ್ ಹಚ್ಚುವುದನ್ನು ಮರೆಯಬೇಡಿ. ಇದು ಚರ್ಮವನ್ನು ಮೃದುವಾಗಿ ಮತ್ತು ಕಾಂತಿಯುತವಾಗಿ ಇರಿಸುತ್ತದೆ. ಸನ್‌ಸ್ಕ್ರೀನ್ ಅನ್ನು ಕೇವಲ ಮುಖಕ್ಕೆ ಮಾತ್ರವಲ್ಲದೆ ಕೈ ಕಾಲುಗಳಿಗೂ ಹಚ್ಚಿ. ಸಾಕಷ್ಟು ನೀರು ಕುಡಿಯುವುದು ಚರ್ಮದ ಆರೋಗ್ಯಕ್ಕೆ ಅತ್ಯಗತ್ಯ. ಮೃದುವಾದ ಬಟ್ಟೆಯಿಂದ ದೇಹವನ್ನು ಒರೆಸಿಕೊಳ್ಳಿ. ನೈಸರ್ಗಿಕ ಎಣ್ಣೆಗಳಿಂದ ಮಸಾಜ್ ಮಾಡುವುದರಿಂದ ರಕ್ತ ಪರಿಚಲನೆ ಸುಧಾರಿಸುತ್ತದೆ. [11, 1449, 254, 1581]
zodiac-sign-3 [11, 2311, 278, 2405]
zodiac-sign-6 [296, 2146, 557, 2227]
health-tips-badge [272, 1100, 375, 1204]
astrologer-website: www.jyotishyavaastu.com [68, 2036, 185, 2046]
zodiac-symbol-icon: ♊ [15, 2314, 68, 2368]
zodiac-name: ವೃಷಭ [74, 2215, 92, 2224]
actress-photo [701, 225, 1041, 825]
zodiac-sign-10 [563, 2062, 822, 2143]
recipe-method-title: ಮಾಡುವ ವಿಧಾನ [482, 225, 698, 273]
zodiac-name: ತುಲಾ [359, 2233, 375, 2242]
masthead [39, 6, 308, 215]
zodiac-sign-11 [563, 2146, 822, 2227]
zodiac-prediction: ವಿದ್ಯಾರ್ಥಿಗಳಿಗೆ ಉತ್ತಮ ಪ್ರಗತಿ, ವಾದ ವಿವಾದಗಳಿಂದ ದೂರವಿರಿ, ಕಾರ್ಯ ವಿಳಂಬ. [359, 2330, 539, 2352]
health-badge-line2: ಟಿಪ್ಸ್ [304, 1154, 343, 1181]
zodiac-sign-12 [563, 2230, 822, 2311]
zodiac-symbol-icon: ♌ [299, 2065, 353, 2118]
zodiac-symbol-icon: ♉ [15, 2215, 68, 2269]
zodiac-prediction: ಕಾರ್ಯಗಳಲ್ಲಿ ಪ್ರಗತಿ, ರಾಜಕಾರಣಿಗಳಿಗೆ ಅನುಕೂಲ, ಸ್ಥಿರಾಸ್ತಿ ಲಾಭ. [626, 2077, 812, 2088]
zodiac-name: ಕುಂಭ [626, 2149, 642, 2158]
zodiac-sign-1 [11, 2113, 278, 2207]
astrologer-phone: ದೂರವಾಣಿ: 9964739507 [68, 2013, 162, 2024]
